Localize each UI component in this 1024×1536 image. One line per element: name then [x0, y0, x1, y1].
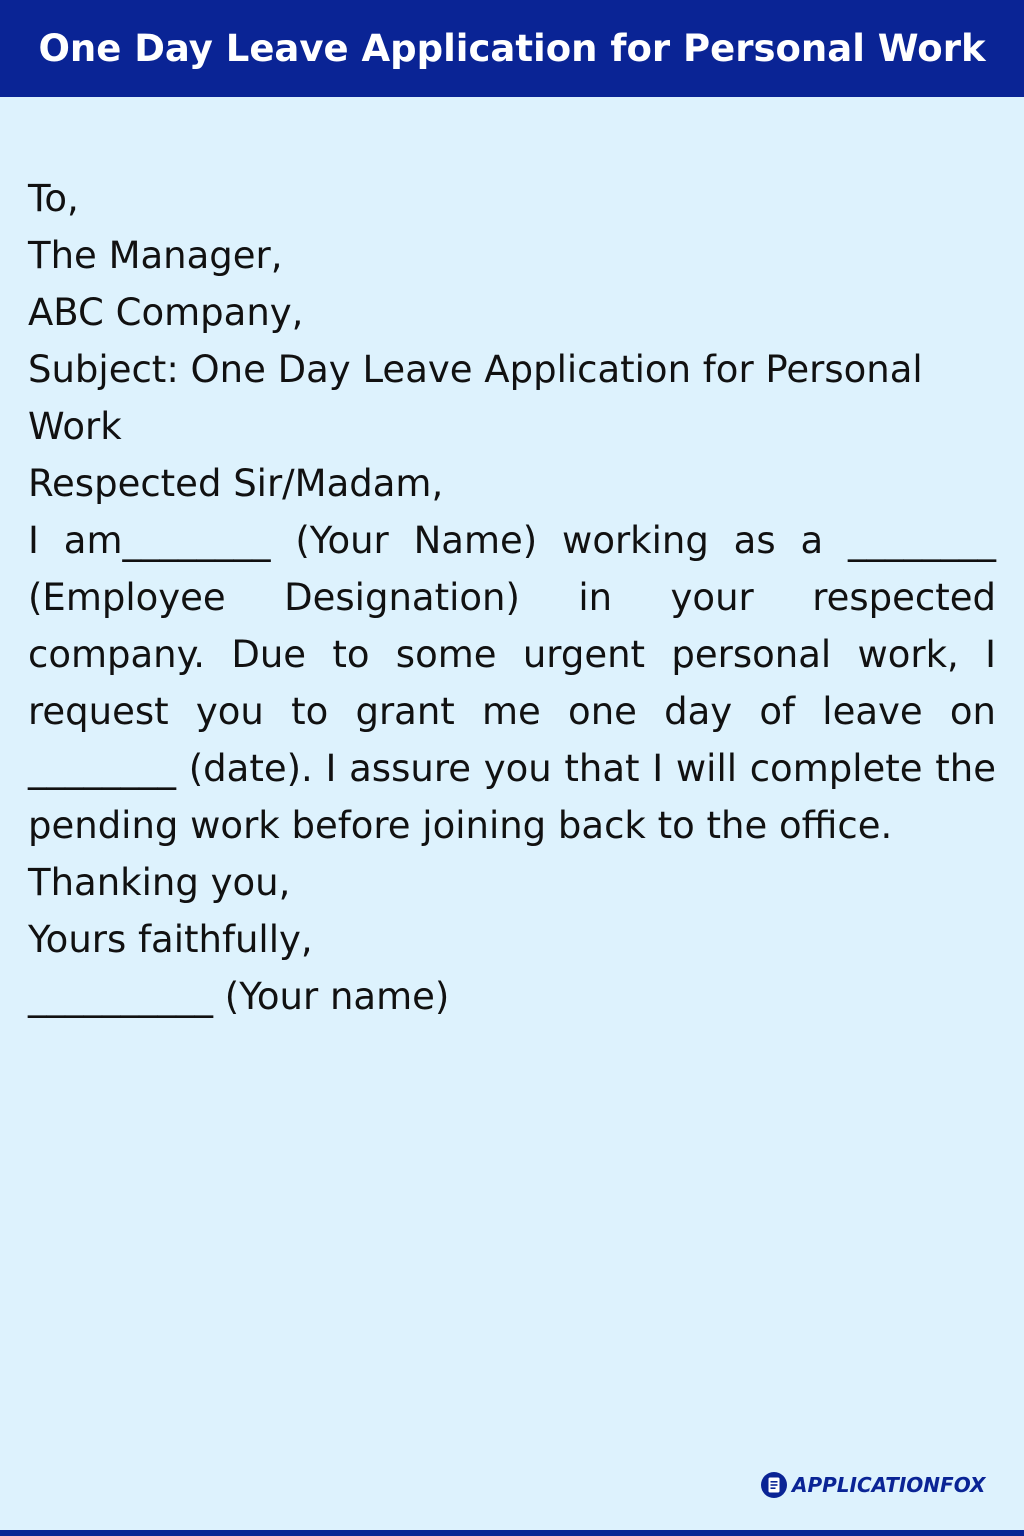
brand-logo — [760, 1469, 985, 1501]
page-header — [0, 0, 1024, 97]
letter-paragraph: I am________ (Your Name) working as a ________ (Employee Designation) in your respected company. Due to some urgent personal work, I request you to grant me one day of leave on ________ (date). I assure you that I will complete the pending work before joining back to the office. — [28, 519, 996, 847]
recipient-address — [28, 170, 996, 341]
address-line: The Manager, — [28, 234, 283, 277]
document-icon — [760, 1471, 788, 1499]
signature-line: __________ (Your name) — [28, 975, 450, 1018]
bottom-border — [0, 1530, 1024, 1536]
page-title: One Day Leave Application for Personal Work — [38, 27, 986, 70]
closing-block — [28, 854, 996, 1025]
address-line: To, — [28, 177, 79, 220]
subject-line: Subject: One Day Leave Application for Personal Work — [28, 348, 923, 448]
letter-body — [28, 170, 996, 1025]
closing-line: Thanking you, — [28, 861, 291, 904]
closing-line: Yours faithfully, — [28, 918, 313, 961]
address-line: ABC Company, — [28, 291, 304, 334]
logo-text: APPLICATIONFOX — [792, 1473, 986, 1497]
salutation: Respected Sir/Madam, — [28, 462, 444, 505]
